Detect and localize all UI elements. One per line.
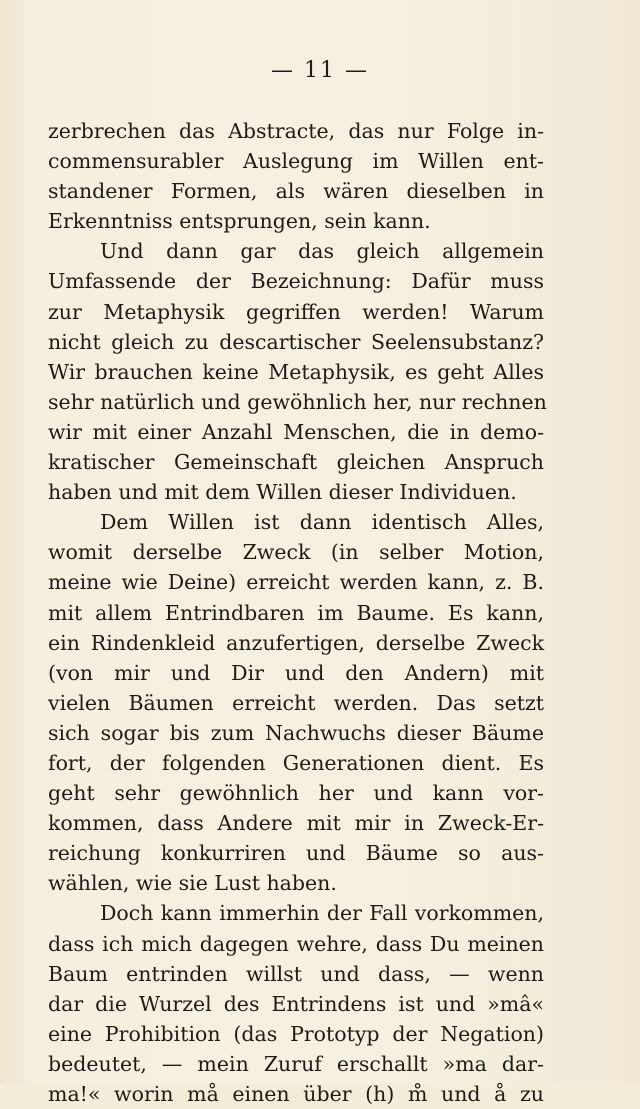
text-line: Erkenntniss entsprungen, sein kann.	[48, 209, 431, 234]
page-number: — 11 —	[271, 58, 369, 83]
text-line: ein Rindenkleid anzufertigen, derselbe Zweck	[48, 630, 544, 655]
text-line: (von mir und Dir und den Andern) mit	[48, 660, 544, 685]
text-line: kommen, dass Andere mit mir in Zweck-Er-	[48, 811, 544, 836]
text-line: kratischer Gemeinschaft gleichen Anspruch	[48, 450, 544, 475]
text-line: eine Prohibition (das Prototyp der Negation)	[48, 1021, 544, 1046]
text-line: commensurabler Auslegung im Willen ent-	[48, 149, 544, 174]
text-line: bedeutet, — mein Zuruf erschallt »ma dar-	[48, 1051, 544, 1076]
text-line: vielen Bäumen erreicht werden. Das setzt	[48, 690, 544, 715]
text-line: nicht gleich zu descartischer Seelensubstanz?	[48, 329, 544, 354]
text-line: sich sogar bis zum Nachwuchs dieser Bäume	[48, 720, 544, 745]
text-line: zur Metaphysik gegriffen werden! Warum	[48, 299, 544, 324]
text-line: standener Formen, als wären dieselben in	[48, 179, 544, 204]
text-line: womit derselbe Zweck (in selber Motion,	[48, 540, 544, 565]
text-line: dass ich mich dagegen wehre, dass Du meinen	[48, 931, 544, 956]
text-line: mit allem Entrindbaren im Baume. Es kann,	[48, 600, 544, 625]
text-line: meine wie Deine) erreicht werden kann, z. B.	[48, 570, 544, 595]
text-line: geht sehr gewöhnlich her und kann vor-	[48, 781, 544, 806]
text-line: reichung konkurriren und Bäume so aus-	[48, 841, 544, 866]
text-line: ma!« worin må einen über (h) m̊ und å zu	[48, 1082, 544, 1106]
text-line: Umfassende der Bezeichnung: Dafür muss	[48, 269, 544, 294]
body-text	[48, 116, 547, 1109]
text-line: Doch kann immerhin der Fall vorkommen,	[100, 901, 544, 926]
text-line: Baum entrinden willst und dass, — wenn	[48, 961, 544, 986]
text-line: wählen, wie sie Lust haben.	[48, 871, 337, 896]
text-line: dar die Wurzel des Entrindens ist und »mâ«	[48, 991, 544, 1016]
text-line: Und dann gar das gleich allgemein	[100, 239, 544, 264]
text-line: Dem Willen ist dann identisch Alles,	[100, 510, 544, 535]
text-line: wir mit einer Anzahl Menschen, die in demo-	[48, 419, 544, 444]
text-line: fort, der folgenden Generationen dient. Es	[48, 750, 544, 775]
text-line: sehr natürlich und gewöhnlich her, nur rechnen	[48, 389, 547, 414]
text-line: Wir brauchen keine Metaphysik, es geht Alles	[48, 359, 544, 384]
text-line: haben und mit dem Willen dieser Individuen.	[48, 480, 517, 505]
text-line: zerbrechen das Abstracte, das nur Folge in-	[48, 119, 544, 143]
